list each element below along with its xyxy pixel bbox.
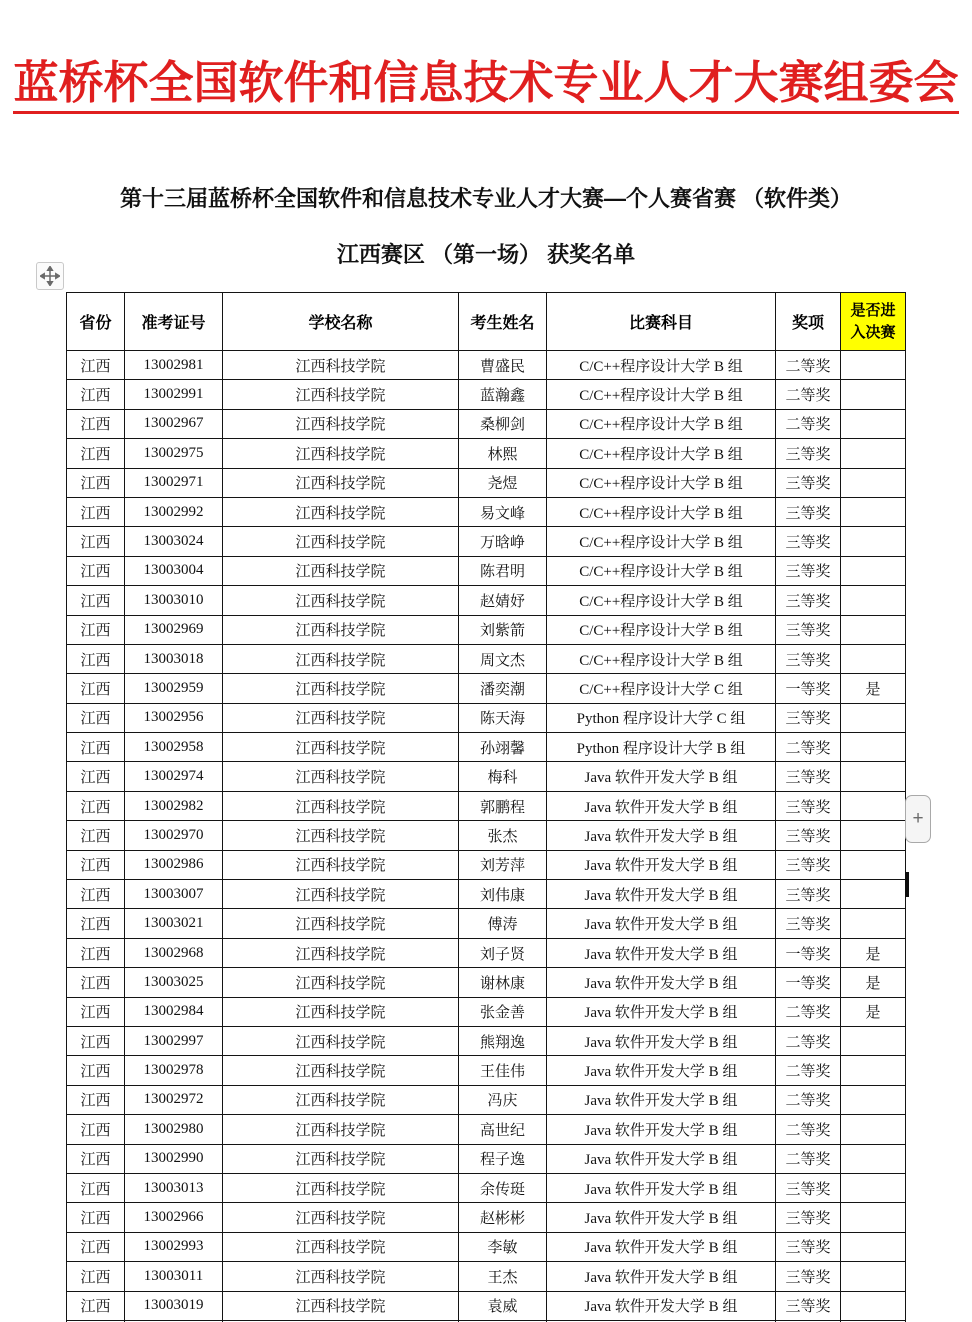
subject-cell[interactable]: Java 软件开发大学 B 组 (547, 880, 776, 909)
province-cell[interactable]: 江西 (67, 1026, 125, 1055)
award-cell[interactable]: 二等奖 (776, 1115, 841, 1144)
subject-cell[interactable]: Java 软件开发大学 B 组 (547, 762, 776, 791)
province-cell[interactable]: 江西 (67, 351, 125, 380)
exam-id-cell[interactable]: 13002970 (125, 821, 223, 850)
province-cell[interactable]: 江西 (67, 1203, 125, 1232)
province-cell[interactable]: 江西 (67, 1085, 125, 1114)
award-cell[interactable]: 三等奖 (776, 1173, 841, 1202)
subject-cell[interactable]: Java 软件开发大学 B 组 (547, 1232, 776, 1261)
finals-cell[interactable] (841, 1085, 906, 1114)
school-cell[interactable]: 江西科技学院 (223, 468, 459, 497)
table-row (67, 1173, 906, 1202)
candidate-name-cell[interactable]: 陈天海 (459, 703, 547, 732)
province-cell[interactable]: 江西 (67, 409, 125, 438)
school-cell[interactable]: 江西科技学院 (223, 997, 459, 1026)
finals-cell[interactable] (841, 1115, 906, 1144)
subject-cell[interactable]: Python 程序设计大学 B 组 (547, 733, 776, 762)
subject-cell[interactable]: Java 软件开发大学 B 组 (547, 1262, 776, 1291)
candidate-name-cell[interactable]: 冯庆 (459, 1085, 547, 1114)
school-cell[interactable]: 江西科技学院 (223, 380, 459, 409)
org-banner (0, 46, 972, 111)
finals-cell[interactable] (841, 1026, 906, 1055)
province-cell[interactable]: 江西 (67, 850, 125, 879)
province-cell[interactable]: 江西 (67, 615, 125, 644)
award-cell[interactable]: 一等奖 (776, 674, 841, 703)
finals-cell[interactable]: 是 (841, 997, 906, 1026)
award-cell[interactable]: 三等奖 (776, 1232, 841, 1261)
award-cell[interactable]: 三等奖 (776, 850, 841, 879)
add-row-button[interactable] (905, 795, 931, 843)
award-cell[interactable]: 三等奖 (776, 586, 841, 615)
finals-cell[interactable] (841, 821, 906, 850)
province-cell[interactable]: 江西 (67, 1232, 125, 1261)
school-cell[interactable]: 江西科技学院 (223, 938, 459, 967)
candidate-name-cell[interactable]: 谢林康 (459, 968, 547, 997)
subject-cell[interactable]: C/C++程序设计大学 B 组 (547, 586, 776, 615)
exam-id-cell[interactable]: 13002967 (125, 409, 223, 438)
finals-cell[interactable] (841, 1232, 906, 1261)
table-row (67, 468, 906, 497)
candidate-name-cell[interactable]: 张杰 (459, 821, 547, 850)
school-cell[interactable]: 江西科技学院 (223, 1144, 459, 1173)
finals-cell[interactable] (841, 615, 906, 644)
table-row (67, 497, 906, 526)
table-row (67, 703, 906, 732)
table-row (67, 821, 906, 850)
province-cell[interactable]: 江西 (67, 938, 125, 967)
table-row (67, 586, 906, 615)
subject-cell[interactable]: C/C++程序设计大学 B 组 (547, 409, 776, 438)
subject-cell[interactable]: Python 程序设计大学 C 组 (547, 703, 776, 732)
exam-id-cell[interactable]: 13002975 (125, 439, 223, 468)
table-row (67, 556, 906, 585)
province-cell[interactable]: 江西 (67, 762, 125, 791)
table-row (67, 1056, 906, 1085)
candidate-name-cell[interactable]: 尧煜 (459, 468, 547, 497)
candidate-name-cell[interactable]: 万晗峥 (459, 527, 547, 556)
subject-cell[interactable]: C/C++程序设计大学 B 组 (547, 439, 776, 468)
exam-id-cell[interactable]: 13002997 (125, 1026, 223, 1055)
exam-id-cell[interactable]: 13003024 (125, 527, 223, 556)
subject-cell[interactable]: C/C++程序设计大学 B 组 (547, 468, 776, 497)
school-cell[interactable]: 江西科技学院 (223, 497, 459, 526)
award-cell[interactable]: 三等奖 (776, 762, 841, 791)
award-cell[interactable]: 一等奖 (776, 968, 841, 997)
candidate-name-cell[interactable]: 王佳伟 (459, 1056, 547, 1085)
candidate-name-cell[interactable]: 李敏 (459, 1232, 547, 1261)
finals-cell[interactable] (841, 409, 906, 438)
province-cell[interactable]: 江西 (67, 733, 125, 762)
text-caret (905, 872, 909, 897)
subject-cell[interactable]: Java 软件开发大学 B 组 (547, 938, 776, 967)
province-cell[interactable]: 江西 (67, 380, 125, 409)
school-cell[interactable]: 江西科技学院 (223, 674, 459, 703)
award-cell[interactable]: 三等奖 (776, 1291, 841, 1320)
finals-cell[interactable] (841, 791, 906, 820)
candidate-name-cell[interactable]: 刘伟康 (459, 880, 547, 909)
province-cell[interactable]: 江西 (67, 674, 125, 703)
province-cell[interactable]: 江西 (67, 1056, 125, 1085)
exam-id-cell[interactable]: 13002966 (125, 1203, 223, 1232)
table-row (67, 909, 906, 938)
award-cell[interactable]: 二等奖 (776, 733, 841, 762)
award-cell[interactable]: 三等奖 (776, 644, 841, 673)
org-banner-text: 蓝桥杯全国软件和信息技术专业人才大赛组委会 (13, 57, 958, 114)
subject-cell[interactable]: Java 软件开发大学 B 组 (547, 791, 776, 820)
province-cell[interactable]: 江西 (67, 644, 125, 673)
school-cell[interactable]: 江西科技学院 (223, 1056, 459, 1085)
subject-cell[interactable]: C/C++程序设计大学 B 组 (547, 615, 776, 644)
school-cell[interactable]: 江西科技学院 (223, 762, 459, 791)
document-title[interactable]: 第十三届蓝桥杯全国软件和信息技术专业人才大赛—个人赛省赛 （软件类） (119, 186, 853, 211)
award-cell[interactable]: 三等奖 (776, 821, 841, 850)
candidate-name-cell[interactable]: 梅科 (459, 762, 547, 791)
province-cell[interactable]: 江西 (67, 586, 125, 615)
finals-cell[interactable] (841, 1203, 906, 1232)
candidate-name-cell[interactable]: 余传珽 (459, 1173, 547, 1202)
table-row (67, 644, 906, 673)
award-cell[interactable]: 三等奖 (776, 468, 841, 497)
table-row (67, 527, 906, 556)
table-row (67, 1144, 906, 1173)
award-cell[interactable]: 三等奖 (776, 909, 841, 938)
finals-cell[interactable]: 是 (841, 674, 906, 703)
finals-cell[interactable] (841, 1056, 906, 1085)
table-row (67, 1026, 906, 1055)
candidate-name-cell[interactable]: 程子逸 (459, 1144, 547, 1173)
province-cell[interactable]: 江西 (67, 821, 125, 850)
province-cell[interactable]: 江西 (67, 1173, 125, 1202)
table-row (67, 409, 906, 438)
candidate-name-cell[interactable]: 孙翊馨 (459, 733, 547, 762)
subject-cell[interactable]: C/C++程序设计大学 C 组 (547, 674, 776, 703)
table-row (67, 968, 906, 997)
subject-cell[interactable]: C/C++程序设计大学 B 组 (547, 497, 776, 526)
header-candidate-name: 考生姓名 (459, 293, 547, 351)
subject-cell[interactable]: Java 软件开发大学 B 组 (547, 821, 776, 850)
school-cell[interactable]: 江西科技学院 (223, 527, 459, 556)
award-cell[interactable]: 二等奖 (776, 1026, 841, 1055)
school-cell[interactable]: 江西科技学院 (223, 909, 459, 938)
exam-id-cell[interactable]: 13002968 (125, 938, 223, 967)
candidate-name-cell[interactable]: 张金善 (459, 997, 547, 1026)
finals-cell[interactable] (841, 1173, 906, 1202)
province-cell[interactable]: 江西 (67, 968, 125, 997)
table-row (67, 351, 906, 380)
award-cell[interactable]: 三等奖 (776, 439, 841, 468)
table-move-handle[interactable] (36, 262, 64, 290)
finals-cell[interactable] (841, 880, 906, 909)
table-row (67, 997, 906, 1026)
province-cell[interactable]: 江西 (67, 909, 125, 938)
school-cell[interactable]: 江西科技学院 (223, 409, 459, 438)
candidate-name-cell[interactable]: 郭鹏程 (459, 791, 547, 820)
finals-cell[interactable] (841, 850, 906, 879)
exam-id-cell[interactable]: 13003011 (125, 1262, 223, 1291)
award-cell[interactable]: 一等奖 (776, 938, 841, 967)
award-cell[interactable]: 三等奖 (776, 497, 841, 526)
candidate-name-cell[interactable]: 刘芳萍 (459, 850, 547, 879)
school-cell[interactable]: 江西科技学院 (223, 556, 459, 585)
table-row (67, 938, 906, 967)
school-cell[interactable]: 江西科技学院 (223, 880, 459, 909)
candidate-name-cell[interactable]: 王杰 (459, 1262, 547, 1291)
subject-cell[interactable]: Java 软件开发大学 B 组 (547, 909, 776, 938)
table-row (67, 850, 906, 879)
school-cell[interactable]: 江西科技学院 (223, 850, 459, 879)
exam-id-cell[interactable]: 13002991 (125, 380, 223, 409)
finals-cell[interactable] (841, 1262, 906, 1291)
subject-cell[interactable]: Java 软件开发大学 B 组 (547, 1144, 776, 1173)
table-row (67, 880, 906, 909)
exam-id-cell[interactable]: 13002980 (125, 1115, 223, 1144)
header-row (67, 293, 906, 351)
table-row (67, 733, 906, 762)
exam-id-cell[interactable]: 13002972 (125, 1085, 223, 1114)
finals-cell[interactable]: 是 (841, 938, 906, 967)
table-row (67, 439, 906, 468)
subject-cell[interactable]: Java 软件开发大学 B 组 (547, 968, 776, 997)
award-table-body (67, 351, 906, 1322)
subject-cell[interactable]: Java 软件开发大学 B 组 (547, 1115, 776, 1144)
subject-cell[interactable]: C/C++程序设计大学 B 组 (547, 527, 776, 556)
school-cell[interactable]: 江西科技学院 (223, 703, 459, 732)
province-cell[interactable]: 江西 (67, 497, 125, 526)
school-cell[interactable]: 江西科技学院 (223, 1115, 459, 1144)
exam-id-cell[interactable]: 13003004 (125, 556, 223, 585)
table-row (67, 674, 906, 703)
province-cell[interactable]: 江西 (67, 1262, 125, 1291)
candidate-name-cell[interactable]: 易文峰 (459, 497, 547, 526)
exam-id-cell[interactable]: 13002959 (125, 674, 223, 703)
table-row (67, 615, 906, 644)
award-cell[interactable]: 二等奖 (776, 409, 841, 438)
school-cell[interactable]: 江西科技学院 (223, 586, 459, 615)
document-subtitle[interactable]: 江西赛区 （第一场） 获奖名单 (336, 242, 636, 267)
header-finals-qualified: 是否进入决赛 (841, 293, 906, 351)
candidate-name-cell[interactable]: 袁威 (459, 1291, 547, 1320)
candidate-name-cell[interactable]: 熊翔逸 (459, 1026, 547, 1055)
candidate-name-cell[interactable]: 蓝瀚鑫 (459, 380, 547, 409)
finals-cell[interactable] (841, 703, 906, 732)
province-cell[interactable]: 江西 (67, 1144, 125, 1173)
exam-id-cell[interactable]: 13002956 (125, 703, 223, 732)
province-cell[interactable]: 江西 (67, 1115, 125, 1144)
exam-id-cell[interactable]: 13003021 (125, 909, 223, 938)
candidate-name-cell[interactable]: 周文杰 (459, 644, 547, 673)
award-cell[interactable]: 三等奖 (776, 1262, 841, 1291)
province-cell[interactable]: 江西 (67, 791, 125, 820)
finals-cell[interactable] (841, 1144, 906, 1173)
exam-id-cell[interactable]: 13003025 (125, 968, 223, 997)
school-cell[interactable]: 江西科技学院 (223, 644, 459, 673)
exam-id-cell[interactable]: 13003019 (125, 1291, 223, 1320)
award-cell[interactable]: 二等奖 (776, 351, 841, 380)
exam-id-cell[interactable]: 13002992 (125, 497, 223, 526)
candidate-name-cell[interactable]: 桑柳剑 (459, 409, 547, 438)
table-row (67, 1232, 906, 1261)
province-cell[interactable]: 江西 (67, 703, 125, 732)
award-cell[interactable]: 二等奖 (776, 1056, 841, 1085)
school-cell[interactable]: 江西科技学院 (223, 1026, 459, 1055)
candidate-name-cell[interactable]: 傅涛 (459, 909, 547, 938)
school-cell[interactable]: 江西科技学院 (223, 615, 459, 644)
school-cell[interactable]: 江西科技学院 (223, 733, 459, 762)
school-cell[interactable]: 江西科技学院 (223, 968, 459, 997)
province-cell[interactable]: 江西 (67, 556, 125, 585)
award-cell[interactable]: 三等奖 (776, 703, 841, 732)
school-cell[interactable]: 江西科技学院 (223, 1262, 459, 1291)
province-cell[interactable]: 江西 (67, 997, 125, 1026)
candidate-name-cell[interactable]: 高世纪 (459, 1115, 547, 1144)
candidate-name-cell[interactable]: 刘子贤 (459, 938, 547, 967)
award-table (66, 292, 906, 1322)
subject-cell[interactable]: Java 软件开发大学 B 组 (547, 1085, 776, 1114)
table-row (67, 1115, 906, 1144)
exam-id-cell[interactable]: 13002986 (125, 850, 223, 879)
table-row (67, 762, 906, 791)
finals-cell[interactable] (841, 497, 906, 526)
subject-cell[interactable]: Java 软件开发大学 B 组 (547, 1203, 776, 1232)
subject-cell[interactable]: C/C++程序设计大学 B 组 (547, 380, 776, 409)
finals-cell[interactable] (841, 733, 906, 762)
award-cell[interactable]: 二等奖 (776, 380, 841, 409)
exam-id-cell[interactable]: 13002982 (125, 791, 223, 820)
province-cell[interactable]: 江西 (67, 1291, 125, 1320)
finals-cell[interactable] (841, 380, 906, 409)
exam-id-cell[interactable]: 13002990 (125, 1144, 223, 1173)
candidate-name-cell[interactable]: 赵婧妤 (459, 586, 547, 615)
table-row (67, 1262, 906, 1291)
finals-cell[interactable] (841, 586, 906, 615)
candidate-name-cell[interactable]: 赵彬彬 (459, 1203, 547, 1232)
finals-cell[interactable] (841, 1291, 906, 1320)
finals-cell[interactable] (841, 909, 906, 938)
header-award: 奖项 (776, 293, 841, 351)
table-row (67, 380, 906, 409)
exam-id-cell[interactable]: 13002958 (125, 733, 223, 762)
award-cell[interactable]: 三等奖 (776, 1203, 841, 1232)
exam-id-cell[interactable]: 13002981 (125, 351, 223, 380)
candidate-name-cell[interactable]: 林熙 (459, 439, 547, 468)
award-cell[interactable]: 二等奖 (776, 1085, 841, 1114)
table-row (67, 791, 906, 820)
exam-id-cell[interactable]: 13002984 (125, 997, 223, 1026)
header-exam-id: 准考证号 (125, 293, 223, 351)
award-cell[interactable]: 三等奖 (776, 527, 841, 556)
exam-id-cell[interactable]: 13003010 (125, 586, 223, 615)
award-cell[interactable]: 三等奖 (776, 556, 841, 585)
school-cell[interactable]: 江西科技学院 (223, 1085, 459, 1114)
province-cell[interactable]: 江西 (67, 439, 125, 468)
candidate-name-cell[interactable]: 刘紫箭 (459, 615, 547, 644)
finals-cell[interactable] (841, 644, 906, 673)
table-row (67, 1291, 906, 1320)
header-province: 省份 (67, 293, 125, 351)
candidate-name-cell[interactable]: 潘奕潮 (459, 674, 547, 703)
exam-id-cell[interactable]: 13003018 (125, 644, 223, 673)
exam-id-cell[interactable]: 13002974 (125, 762, 223, 791)
exam-id-cell[interactable]: 13002978 (125, 1056, 223, 1085)
award-cell[interactable]: 二等奖 (776, 1144, 841, 1173)
plus-icon: + (912, 808, 924, 829)
subject-cell[interactable]: Java 软件开发大学 B 组 (547, 1026, 776, 1055)
finals-cell[interactable] (841, 439, 906, 468)
school-cell[interactable]: 江西科技学院 (223, 1173, 459, 1202)
award-cell[interactable]: 二等奖 (776, 997, 841, 1026)
province-cell[interactable]: 江西 (67, 880, 125, 909)
school-cell[interactable]: 江西科技学院 (223, 1203, 459, 1232)
subject-cell[interactable]: Java 软件开发大学 B 组 (547, 1173, 776, 1202)
finals-cell[interactable] (841, 351, 906, 380)
exam-id-cell[interactable]: 13002971 (125, 468, 223, 497)
move-icon (40, 266, 60, 286)
exam-id-cell[interactable]: 13002969 (125, 615, 223, 644)
school-cell[interactable]: 江西科技学院 (223, 1232, 459, 1261)
school-cell[interactable]: 江西科技学院 (223, 439, 459, 468)
finals-cell[interactable] (841, 468, 906, 497)
subject-cell[interactable]: C/C++程序设计大学 B 组 (547, 556, 776, 585)
province-cell[interactable]: 江西 (67, 468, 125, 497)
award-cell[interactable]: 三等奖 (776, 615, 841, 644)
candidate-name-cell[interactable]: 陈君明 (459, 556, 547, 585)
table-row (67, 1085, 906, 1114)
table-row (67, 1203, 906, 1232)
award-cell[interactable]: 三等奖 (776, 791, 841, 820)
header-subject: 比赛科目 (547, 293, 776, 351)
header-school: 学校名称 (223, 293, 459, 351)
province-cell[interactable]: 江西 (67, 527, 125, 556)
school-cell[interactable]: 江西科技学院 (223, 791, 459, 820)
school-cell[interactable]: 江西科技学院 (223, 1291, 459, 1320)
subject-cell[interactable]: Java 软件开发大学 B 组 (547, 850, 776, 879)
school-cell[interactable]: 江西科技学院 (223, 821, 459, 850)
school-cell[interactable]: 江西科技学院 (223, 351, 459, 380)
finals-cell[interactable]: 是 (841, 968, 906, 997)
finals-cell[interactable] (841, 762, 906, 791)
subject-cell[interactable]: Java 软件开发大学 B 组 (547, 997, 776, 1026)
subject-cell[interactable]: C/C++程序设计大学 B 组 (547, 644, 776, 673)
finals-cell[interactable] (841, 527, 906, 556)
exam-id-cell[interactable]: 13003013 (125, 1173, 223, 1202)
subject-cell[interactable]: Java 软件开发大学 B 组 (547, 1056, 776, 1085)
candidate-name-cell[interactable]: 曹盛民 (459, 351, 547, 380)
exam-id-cell[interactable]: 13002993 (125, 1232, 223, 1261)
subject-cell[interactable]: C/C++程序设计大学 B 组 (547, 351, 776, 380)
award-cell[interactable]: 三等奖 (776, 880, 841, 909)
finals-cell[interactable] (841, 556, 906, 585)
subject-cell[interactable]: Java 软件开发大学 B 组 (547, 1291, 776, 1320)
exam-id-cell[interactable]: 13003007 (125, 880, 223, 909)
